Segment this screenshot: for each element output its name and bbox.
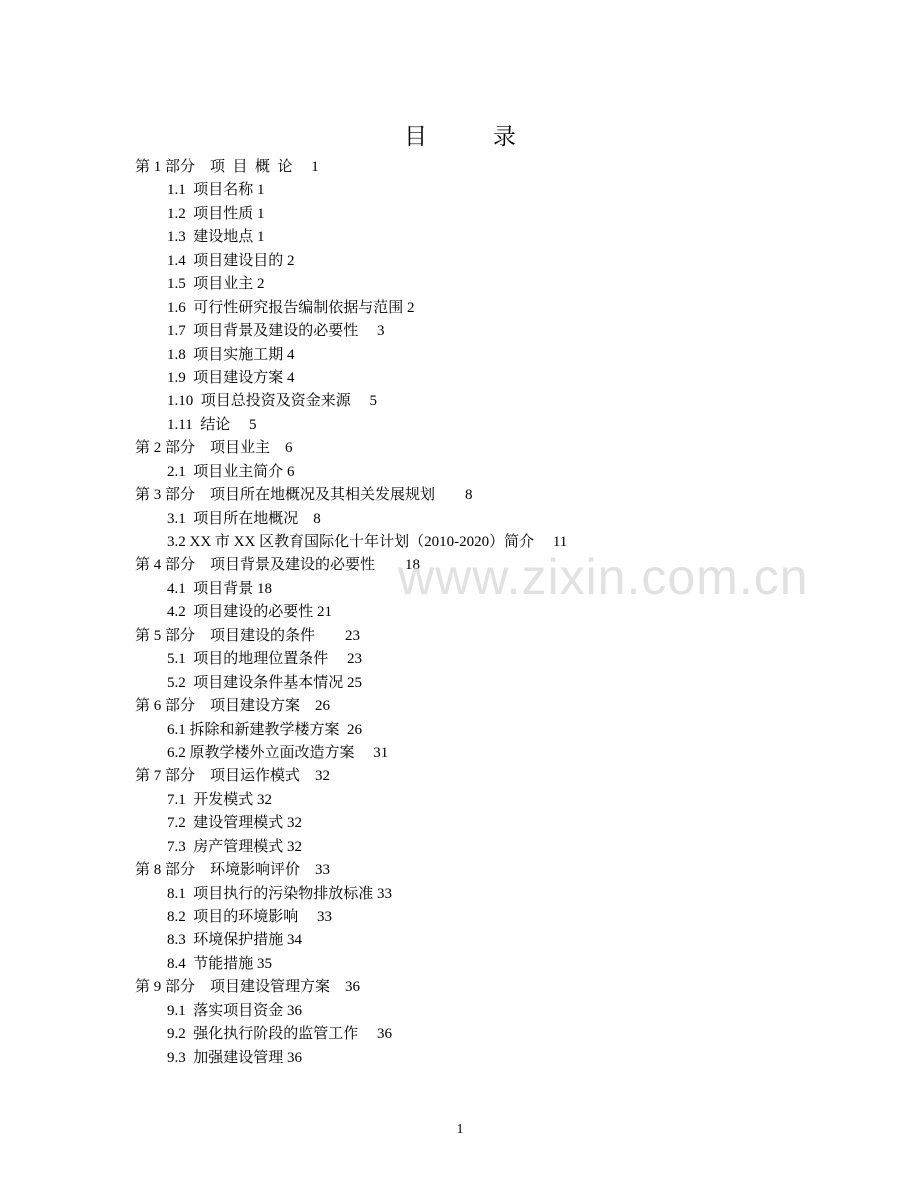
toc-section-entry[interactable]: 7.3 房产管理模式 32	[167, 838, 303, 855]
toc-section-entry[interactable]: 5.2 项目建设条件基本情况 25	[167, 674, 363, 691]
toc-section-entry[interactable]: 4.1 项目背景 18	[167, 580, 273, 597]
toc-part-entry[interactable]: 第 9 部分 项目建设管理方案 36	[135, 979, 361, 996]
toc-section-entry[interactable]: 7.2 建设管理模式 32	[167, 815, 303, 832]
toc-section-entry[interactable]: 8.1 项目执行的污染物排放标准 33	[167, 885, 393, 902]
toc-section-entry[interactable]: 8.4 节能措施 35	[167, 955, 273, 972]
toc-section-entry[interactable]: 1.4 项目建设目的 2	[167, 252, 295, 269]
toc-section-entry[interactable]: 1.3 建设地点 1	[167, 229, 265, 246]
toc-section-entry[interactable]: 1.6 可行性研究报告编制依据与范围 2	[167, 299, 415, 316]
toc-part-entry[interactable]: 第 4 部分 项目背景及建设的必要性 18	[135, 557, 421, 574]
toc-section-entry[interactable]: 5.1 项目的地理位置条件 23	[167, 651, 363, 668]
page-title: 目 录	[404, 124, 546, 149]
toc-part-entry[interactable]: 第 3 部分 项目所在地概况及其相关发展规划 8	[135, 487, 473, 504]
toc-section-entry[interactable]: 1.8 项目实施工期 4	[167, 346, 295, 363]
toc-section-entry[interactable]: 2.1 项目业主简介 6	[167, 463, 295, 480]
toc-section-entry[interactable]: 6.2 原教学楼外立面改造方案 31	[167, 744, 389, 761]
toc-part-entry[interactable]: 第 1 部分 项 目 概 论 1	[135, 159, 319, 175]
toc-section-entry[interactable]: 1.11 结论 5	[167, 416, 257, 433]
table-of-contents	[0, 156, 920, 1070]
toc-section-entry[interactable]: 8.3 环境保护措施 34	[167, 932, 303, 949]
toc-section-entry[interactable]: 4.2 项目建设的必要性 21	[167, 604, 333, 621]
toc-section-entry[interactable]: 6.1 拆除和新建教学楼方案 26	[167, 721, 363, 738]
toc-section-entry[interactable]: 7.1 开发模式 32	[167, 791, 273, 808]
toc-part-entry[interactable]: 第 6 部分 项目建设方案 26	[135, 698, 331, 715]
toc-section-entry[interactable]: 1.5 项目业主 2	[167, 276, 265, 293]
toc-section-entry[interactable]: 8.2 项目的环境影响 33	[167, 909, 333, 925]
toc-section-entry[interactable]: 1.9 项目建设方案 4	[167, 369, 295, 386]
toc-section-entry[interactable]: 1.7 项目背景及建设的必要性 3	[167, 323, 385, 340]
toc-part-entry[interactable]: 第 5 部分 项目建设的条件 23	[135, 627, 361, 644]
page-number: 1	[456, 1122, 464, 1137]
toc-section-entry[interactable]: 3.2 XX 市 XX 区教育国际化十年计划（2010-2020）简介 11	[167, 534, 568, 550]
toc-section-entry[interactable]: 1.2 项目性质 1	[167, 205, 265, 222]
toc-part-entry[interactable]: 第 2 部分 项目业主 6	[135, 440, 293, 457]
toc-section-entry[interactable]: 9.1 落实项目资金 36	[167, 1002, 303, 1019]
toc-part-entry[interactable]: 第 7 部分 项目运作模式 32	[135, 768, 331, 785]
toc-section-entry[interactable]: 3.1 项目所在地概况 8	[167, 510, 321, 527]
watermark: www.zixin.com.cn	[398, 549, 809, 605]
toc-section-entry[interactable]: 9.2 强化执行阶段的监管工作 36	[167, 1026, 393, 1043]
toc-section-entry[interactable]: 1.10 项目总投资及资金来源 5	[167, 393, 378, 410]
toc-part-entry[interactable]: 第 8 部分 环境影响评价 33	[135, 862, 331, 879]
toc-section-entry[interactable]: 9.3 加强建设管理 36	[167, 1049, 303, 1066]
toc-section-entry[interactable]: 1.1 项目名称 1	[167, 182, 265, 199]
